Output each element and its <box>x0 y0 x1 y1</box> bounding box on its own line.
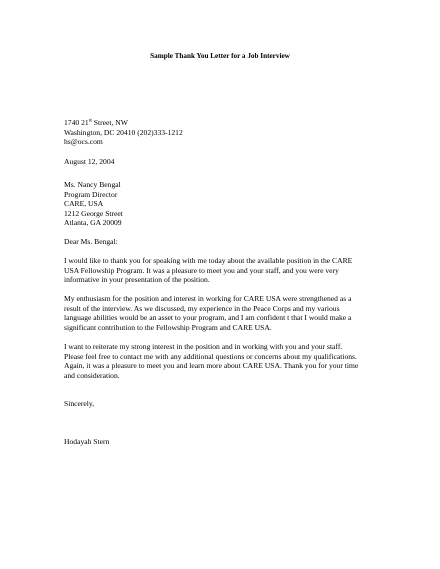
recipient-name: Ms. Nancy Bengal <box>64 180 121 189</box>
paragraph-line: USA Fellowship Program. It was a pleasure to meet you and your staff, and you were very <box>64 265 339 275</box>
recipient-organization: CARE, USA <box>64 199 104 209</box>
salutation <box>64 237 384 247</box>
signature-name: Hodayah Stern <box>64 437 110 446</box>
recipient-city: Atlanta, GA 20009 <box>64 218 122 228</box>
paragraph-line: My enthusiasm for the position and interest in working for CARE USA were strengthened as a <box>64 294 352 303</box>
letter-date-text: August 12, 2004 <box>64 157 115 166</box>
sender-address <box>64 118 384 147</box>
document-title: Sample Thank You Letter for a Job Interview <box>150 52 290 60</box>
paragraph-line: language abilities would be an asset to your program, and I am confident t that I would make a <box>64 313 352 323</box>
paragraph-line: Please feel free to contact me with any additional questions or concerns about my qualifications. <box>64 351 357 361</box>
recipient-title: Program Director <box>64 189 118 199</box>
paragraph-1 <box>64 256 384 285</box>
paragraph-line: informative in your presentation of the position. <box>64 275 210 285</box>
paragraph-line: I want to reiterate my strong interest in the position and in working with you and your staff. <box>64 342 343 351</box>
closing <box>64 399 384 409</box>
paragraph-2 <box>64 294 384 332</box>
paragraph-line: I would like to thank you for speaking with me today about the available position in the CARE <box>64 256 353 265</box>
signature <box>64 437 384 447</box>
recipient-street: 1212 George Street <box>64 208 123 218</box>
sender-email: hs@ocs.com <box>64 137 103 147</box>
paragraph-line: result of the interview. As we discussed, my experience in the Peace Corps and my various <box>64 303 340 313</box>
letter-date <box>64 157 384 167</box>
sender-street-line <box>64 118 384 128</box>
paragraph-3 <box>64 342 384 380</box>
paragraph-line: and consideration. <box>64 370 120 380</box>
closing-text: Sincerely, <box>64 399 95 408</box>
sender-city-line: Washington, DC 20410 (202)333-1212 <box>64 127 183 137</box>
sender-street-number: 1740 21 <box>64 118 89 127</box>
recipient-address <box>64 180 384 228</box>
paragraph-line: significant contribution to the Fellowship Program and CARE USA. <box>64 322 272 332</box>
salutation-text: Dear Ms. Bengal: <box>64 237 118 246</box>
sender-street-rest: Street, NW <box>91 118 128 127</box>
sender-street-suffix: st <box>88 118 92 124</box>
paragraph-line: Again, it was a pleasure to meet you and learn more about CARE USA. Thank you for your time <box>64 361 359 371</box>
